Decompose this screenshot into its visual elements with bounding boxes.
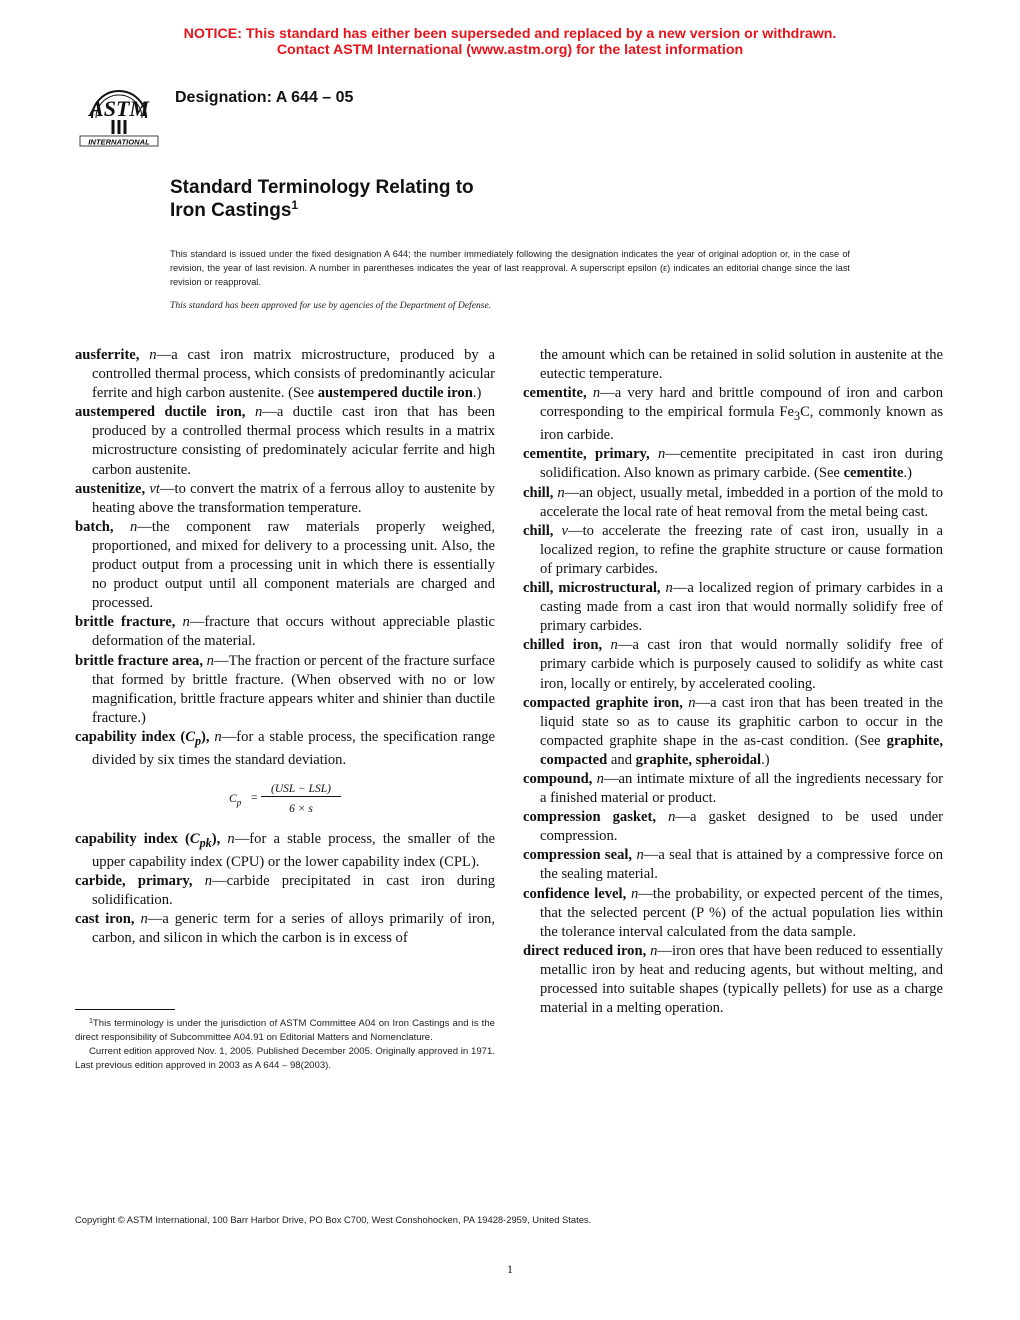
term-entry <box>75 872 495 910</box>
term-entry <box>523 846 943 884</box>
term: chilled iron, <box>523 637 603 654</box>
part-of-speech: n <box>254 404 263 421</box>
definition: —a cast iron matrix microstructure, produced by a controlled thermal process, which consists of predominantly acicular ferrite and high carbon austenite. (See <box>92 347 495 402</box>
term: cast iron, <box>75 911 135 928</box>
definition: —the probability, or expected percent of the times, that the selected percent (P %) of the actual population lies within the tolerance interval calculated from the data sample. <box>540 885 943 940</box>
footnote-mark: 1 <box>89 1018 93 1025</box>
definition: —the component raw materials properly weighed, proportioned, and mixed for delivery to a processing unit. Also, the product output from a processing unit in which there is essentially no product output until all component materials are charged and processed. <box>92 518 495 612</box>
term: cementite, <box>523 385 587 402</box>
formula-equals: = <box>251 791 258 804</box>
part-of-speech: n <box>668 809 676 826</box>
cross-reference: austempered ductile iron <box>317 385 473 402</box>
term-entry <box>523 522 943 579</box>
term: chill, microstructural, <box>523 580 661 597</box>
definition: —a cast iron that would normally solidify free of primary carbide which is purposely caused to solidify as white cast iron, locally or entirely, by accelerated cooling. <box>540 637 943 692</box>
term-entry <box>75 652 495 728</box>
term: austenitize, <box>75 480 146 497</box>
definition: —a ductile cast iron that has been produced by a controlled thermal process which results in a matrix microstructure consisting of predominately acicular ferrite and high carbon austenite. <box>92 404 495 478</box>
definition: —for a stable process, the smaller of the upper capability index (CPU) or the lower capability index (CPL). <box>92 830 496 870</box>
withdrawal-notice <box>0 26 1020 58</box>
part-of-speech: n <box>206 652 214 669</box>
definition: —The fraction or percent of the fracture surface that formed by brittle fracture. (When observed with no or low magnification, brittle fracture appears whiter and shinier than ductile fracture.) <box>92 652 495 726</box>
right-column <box>523 346 943 1018</box>
term: batch, <box>75 518 114 535</box>
part-of-speech: n <box>214 728 222 745</box>
notice-line-2: Contact ASTM International (www.astm.org) for the latest information <box>276 42 744 58</box>
formula-numerator: (USL − LSL) <box>271 782 331 795</box>
part-of-speech: n <box>149 347 157 363</box>
term-end: ), <box>211 830 221 847</box>
definition-end: C, commonly known as iron carbide. <box>540 404 943 444</box>
footnotes <box>75 1017 495 1073</box>
logo-subtext: INTERNATIONAL <box>88 137 150 147</box>
cross-reference: graphite, compacted <box>540 732 943 768</box>
definition: —a seal that is attained by a compressive force on the sealing material. <box>540 847 943 883</box>
term-entry <box>523 384 943 445</box>
term-entry <box>523 579 943 636</box>
title-line-2-text: Iron Castings <box>170 200 292 221</box>
part-of-speech: vt <box>149 480 160 497</box>
definition: —to accelerate the freezing rate of cast iron, usually in a localized region, to refine the graphite structure or cause formation of primary carbides. <box>540 522 943 577</box>
fraction-bar <box>261 796 341 797</box>
term-subscript: pk <box>199 835 212 850</box>
term: chill, <box>523 522 554 539</box>
term: chill, <box>523 484 554 501</box>
issued-note: This standard is issued under the fixed designation A 644; the number immediately following the designation indicates the year of original adoption or, in the case of revision, the year of last revision. A number in parentheses indicates the year of last reapproval. A superscript epsilon (ε) indicates an editorial change since the last revision or reapproval. <box>170 249 850 287</box>
formula-lhs-symbol: C <box>229 792 237 805</box>
cross-reference: graphite, spheroidal <box>635 751 762 768</box>
term-entry <box>75 728 495 770</box>
term-entry <box>523 808 943 846</box>
definition: —to convert the matrix of a ferrous alloy to austenite by heating above the transformation temperature. <box>92 480 495 516</box>
part-of-speech: n <box>610 637 618 654</box>
term <box>75 728 210 748</box>
term <box>75 830 221 850</box>
term-entry <box>75 613 495 651</box>
logo-text: ASTM <box>89 96 149 121</box>
term-symbol: C <box>189 830 200 847</box>
left-column <box>75 346 495 948</box>
term-entry <box>75 480 495 518</box>
formula-lhs-subscript: p <box>236 797 242 809</box>
term: ausferrite, <box>75 347 140 363</box>
astm-logo <box>78 78 160 148</box>
term-text: capability index ( <box>75 728 186 745</box>
term: austempered ductile iron, <box>75 404 246 421</box>
term-entry <box>523 942 943 1018</box>
part-of-speech: n <box>592 385 601 402</box>
part-of-speech: n <box>636 847 644 864</box>
term: compression seal, <box>523 847 633 864</box>
definition-mid: and <box>607 751 636 768</box>
term-entry <box>523 885 943 942</box>
cross-reference: cementite <box>843 465 904 482</box>
term: carbide, primary, <box>75 873 193 890</box>
term-text: capability index ( <box>75 830 190 847</box>
term: compound, <box>523 770 593 787</box>
term-entry <box>75 403 495 479</box>
definition-end: .) <box>761 751 770 768</box>
approved-note: This standard has been approved for use by agencies of the Department of Defense. <box>170 300 492 311</box>
designation: Designation: A 644 – 05 <box>175 89 354 106</box>
footnote-divider <box>75 1009 175 1010</box>
term-entry <box>75 518 495 613</box>
footnote-1 <box>75 1017 495 1045</box>
definition: —fracture that occurs without appreciable plastic deformation of the material. <box>92 614 495 650</box>
footnote-2: Current edition approved Nov. 1, 2005. Published December 2005. Originally approved in 1971. Last previous edition approved in 2003 as A 644 – 98(2003). <box>75 1046 495 1071</box>
term-end: ), <box>201 728 210 745</box>
title-line-2 <box>170 199 474 222</box>
part-of-speech: n <box>140 911 148 928</box>
part-of-speech: n <box>204 873 213 890</box>
term-entry <box>523 445 943 483</box>
term-symbol: C <box>185 728 195 745</box>
copyright: Copyright © ASTM International, 100 Barr Harbor Drive, PO Box C700, West Conshohocken, PA 19428-2959, United States. <box>75 1214 592 1225</box>
term-entry <box>75 910 495 948</box>
term: direct reduced iron, <box>523 942 647 959</box>
formula-denominator: 6 × s <box>289 802 313 815</box>
formula-lhs <box>229 790 241 812</box>
part-of-speech: n <box>650 942 658 959</box>
definition-continuation: the amount which can be retained in solid solution in austenite at the eutectic temperature. <box>540 347 943 383</box>
part-of-speech: n <box>227 830 235 847</box>
term: compacted graphite iron, <box>523 694 683 711</box>
document-title <box>170 176 474 222</box>
definition: —a localized region of primary carbides in a casting made from a cast iron that would normally solidify free of primary carbides. <box>540 580 943 635</box>
definition: —a generic term for a series of alloys primarily of iron, carbon, and silicon in which the carbon is in excess of <box>92 911 495 947</box>
part-of-speech: n <box>130 518 138 535</box>
definition: —a gasket designed to be used under compression. <box>540 809 943 845</box>
term: brittle fracture, <box>75 614 176 631</box>
part-of-speech: n <box>665 580 673 597</box>
definition: —an intimate mixture of all the ingredients necessary for a finished material or product. <box>540 770 943 807</box>
definition-end: .) <box>472 385 482 402</box>
footnote-1-text: This terminology is under the jurisdiction of ASTM Committee A04 on Iron Castings and is the direct responsibility of Subcommittee A04.91 on Editorial Matters and Nomenclature. <box>75 1018 495 1043</box>
term-entry <box>75 346 495 403</box>
definition: —a very hard and brittle compound of iron and carbon corresponding to the empirical formula Fe <box>540 385 943 421</box>
definition: —carbide precipitated in cast iron during solidification. <box>92 873 495 909</box>
part-of-speech: n <box>596 770 604 787</box>
term: brittle fracture area, <box>75 652 203 669</box>
definition-end: .) <box>903 465 913 482</box>
term-entry <box>523 484 943 522</box>
definition: —cementite precipitated in cast iron during solidification. Also known as primary carbide. (See <box>540 446 943 482</box>
part-of-speech: n <box>658 446 666 463</box>
term: confidence level, <box>523 885 627 902</box>
page-number: 1 <box>507 1262 513 1276</box>
definition: —an object, usually metal, imbedded in a portion of the mold to accelerate the local rate of heat removal from the metal being cast. <box>540 484 943 520</box>
definition: —a cast iron that has been treated in the liquid state so as to cause its graphitic carbon to occur in the compacted graphite shape in the as-cast condition. (See <box>540 694 943 749</box>
part-of-speech: n <box>557 484 565 501</box>
capability-formula <box>75 780 495 822</box>
term-entry <box>523 636 943 693</box>
definition: —for a stable process, the specification range divided by six times the standard deviation. <box>92 728 496 768</box>
term: compression gasket, <box>523 809 656 826</box>
term-subscript: p <box>194 733 202 748</box>
part-of-speech: v <box>561 522 569 539</box>
definition: —iron ores that have been reduced to essentially metallic iron by heat and reducing agents, but without melting, and processed into suitable shapes (typically pellets) for use as a charge material in a melting operation. <box>540 942 943 1017</box>
title-line-1: Standard Terminology Relating to <box>170 177 474 198</box>
term-entry <box>523 770 943 808</box>
title-footnote-mark: 1 <box>291 198 299 212</box>
term-entry <box>523 694 943 770</box>
part-of-speech: n <box>182 614 190 631</box>
term-entry <box>75 830 495 872</box>
part-of-speech: n <box>688 694 696 711</box>
formula-subscript: 3 <box>793 409 801 424</box>
part-of-speech: n <box>631 885 639 902</box>
term: cementite, primary, <box>523 446 650 463</box>
notice-line-1: NOTICE: This standard has either been superseded and replaced by a new version or withdrawn. <box>183 26 837 42</box>
